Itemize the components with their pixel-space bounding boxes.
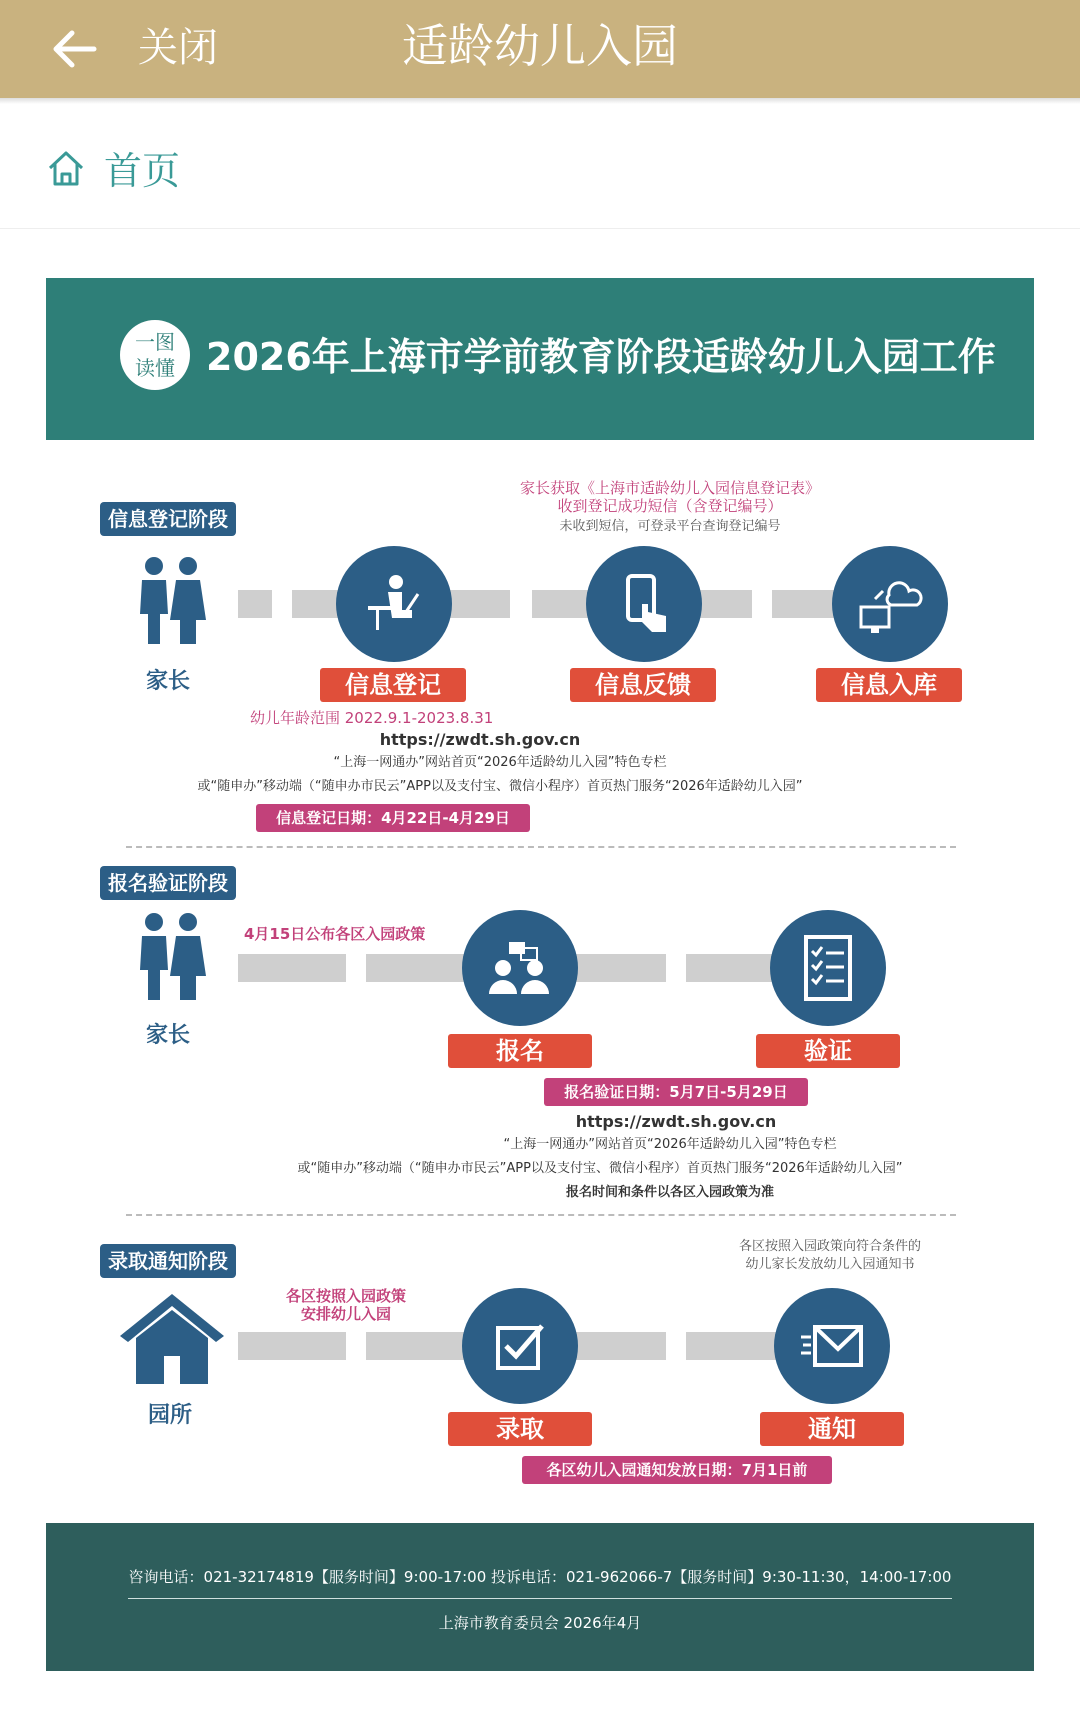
stage3-actor: 园所 bbox=[148, 1403, 193, 1428]
flow-bar bbox=[686, 1332, 780, 1360]
home-breadcrumb[interactable] bbox=[46, 140, 180, 195]
person-desk-icon bbox=[362, 572, 426, 636]
flow-bar bbox=[772, 590, 834, 618]
kindergarten-house-icon bbox=[116, 1290, 228, 1386]
flow-bar bbox=[238, 1332, 346, 1360]
flow-bar bbox=[576, 1332, 666, 1360]
policy-note: 4月15日公布各区入园政策 bbox=[244, 925, 426, 943]
stage2-line2: 或“随申办”移动端（“随申办市民云”APP以及支付宝、微信小程序）首页热门服务“2026年适龄幼儿入园” bbox=[297, 1161, 903, 1176]
stage1-actor: 家长 bbox=[146, 669, 191, 694]
step-verify: 验证 bbox=[756, 1034, 900, 1068]
top-shadow bbox=[0, 98, 1080, 104]
stage1-label: 信息登记阶段 bbox=[100, 502, 236, 536]
stage1-line2: 或“随申办”移动端（“随申办市民云”APP以及支付宝、微信小程序）首页热门服务“2026年适龄幼儿入园” bbox=[197, 779, 803, 794]
flow-bar bbox=[238, 954, 346, 982]
stage3-top-note1: 各区按照入园政策向符合条件的 bbox=[738, 1239, 921, 1254]
flow-bar bbox=[532, 590, 592, 618]
verify-circle bbox=[770, 910, 886, 1026]
cloud-computer-icon bbox=[855, 569, 925, 639]
envelope-icon bbox=[799, 1321, 865, 1371]
step-signup: 报名 bbox=[448, 1034, 592, 1068]
flow-bar bbox=[238, 590, 272, 618]
stage1-top-note3: 未收到短信，可登录平台查询登记编号 bbox=[559, 519, 781, 534]
stage2-actor: 家长 bbox=[146, 1023, 191, 1048]
arrange-note2: 安排幼儿入园 bbox=[300, 1305, 391, 1323]
phone-tap-icon bbox=[612, 572, 676, 636]
step-admit: 录取 bbox=[448, 1412, 592, 1446]
flow-bar bbox=[366, 1332, 466, 1360]
close-button[interactable]: 关闭 bbox=[138, 25, 218, 71]
footer-divider bbox=[128, 1598, 952, 1599]
flow-bar bbox=[686, 954, 780, 982]
home-label: 首页 bbox=[104, 149, 181, 193]
dashed-divider bbox=[126, 846, 956, 848]
flow-bar bbox=[366, 954, 466, 982]
contact-info: 咨询电话：021-32174819【服务时间】9:00-17:00 投诉电话：021-962066-7【服务时间】9:30-11:30，14:00-17:00 bbox=[128, 1568, 952, 1586]
banner-badge bbox=[120, 320, 190, 390]
infographic-footer bbox=[46, 1523, 1034, 1671]
banner-title: 2026年上海市学前教育阶段适龄幼儿入园工作 bbox=[206, 335, 996, 379]
stage2-url[interactable]: https://zwdt.sh.gov.cn bbox=[575, 1112, 777, 1131]
home-icon bbox=[46, 148, 86, 188]
badge-line1: 一图 bbox=[135, 330, 175, 354]
page-title: 适龄幼儿入园 bbox=[402, 19, 678, 73]
flow-bar bbox=[576, 954, 666, 982]
admit-circle bbox=[462, 1288, 578, 1404]
flow-bar bbox=[450, 590, 510, 618]
issuer: 上海市教育委员会 2026年4月 bbox=[438, 1614, 642, 1632]
signup-circle bbox=[462, 910, 578, 1026]
stage1-top-note1: 家长获取《上海市适龄幼儿入园信息登记表》 bbox=[519, 479, 820, 497]
stage2-line1: “上海一网通办”网站首页“2026年适龄幼儿入园”特色专栏 bbox=[503, 1137, 837, 1152]
stage3-label: 录取通知阶段 bbox=[100, 1244, 236, 1278]
stage2-label: 报名验证阶段 bbox=[100, 866, 236, 900]
checkbox-icon bbox=[492, 1318, 548, 1374]
stage2-date: 报名验证日期：5月7日-5月29日 bbox=[544, 1078, 808, 1106]
stage1-url[interactable]: https://zwdt.sh.gov.cn bbox=[379, 730, 581, 749]
flow-bar bbox=[292, 590, 340, 618]
dashed-divider bbox=[126, 1214, 956, 1216]
flow-bar bbox=[700, 590, 752, 618]
register-circle bbox=[336, 546, 452, 662]
notify-circle bbox=[774, 1288, 890, 1404]
step-notify: 通知 bbox=[760, 1412, 904, 1446]
feedback-circle bbox=[586, 546, 702, 662]
stage1-line1: “上海一网通办”网站首页“2026年适龄幼儿入园”特色专栏 bbox=[333, 755, 667, 770]
badge-line2: 读懂 bbox=[135, 356, 175, 380]
checklist-icon bbox=[798, 933, 858, 1003]
step-register: 信息登记 bbox=[320, 668, 466, 702]
storage-circle bbox=[832, 546, 948, 662]
divider bbox=[0, 228, 1080, 229]
stage1-top-note2: 收到登记成功短信（含登记编号） bbox=[557, 497, 783, 515]
stage3-date: 各区幼儿入园通知发放日期：7月1日前 bbox=[522, 1456, 832, 1484]
parents-icon bbox=[132, 910, 210, 1002]
parents-icon bbox=[132, 554, 210, 646]
people-chat-icon bbox=[485, 938, 555, 998]
arrange-note1: 各区按照入园政策 bbox=[285, 1287, 406, 1305]
age-range: 幼儿年龄范围 2022.9.1-2023.8.31 bbox=[250, 709, 494, 727]
stage1-date: 信息登记日期：4月22日-4月29日 bbox=[256, 804, 530, 832]
step-feedback: 信息反馈 bbox=[570, 668, 716, 702]
stage2-line3: 报名时间和条件以各区入园政策为准 bbox=[565, 1185, 774, 1200]
stage3-top-note2: 幼儿家长发放幼儿入园通知书 bbox=[745, 1257, 915, 1272]
step-storage: 信息入库 bbox=[816, 668, 962, 702]
